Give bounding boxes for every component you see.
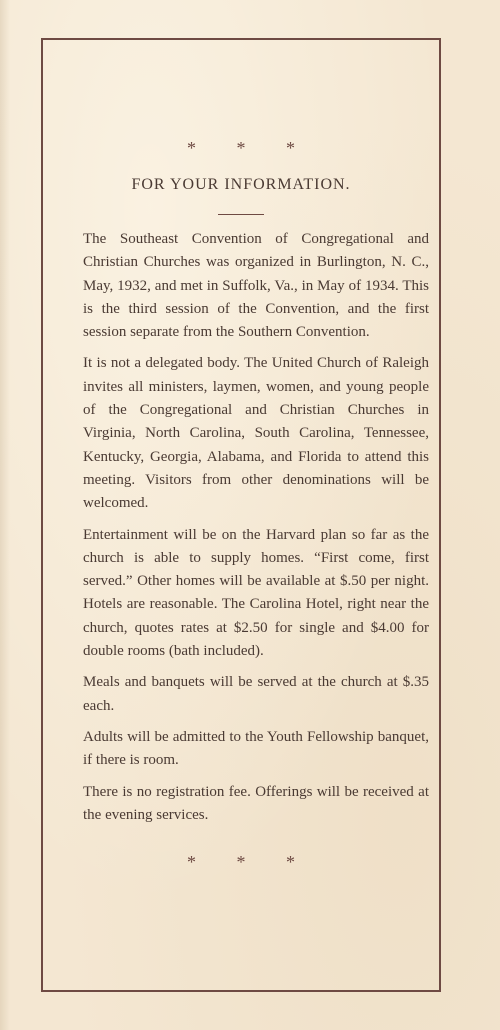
document-border-frame: [41, 38, 441, 992]
paragraph-meals: Meals and banquets will be served at the church at $.35 each.: [83, 674, 429, 714]
stars-ornament-bottom: * * *: [187, 852, 313, 872]
paragraph-registration: There is no registration fee. Offerings will be received at the evening services.: [83, 783, 429, 823]
paragraph-youth-banquet: Adults will be admitted to the Youth Fellowship banquet, if there is room.: [83, 728, 429, 769]
paragraph-history: The Southeast Convention of Congregational and Christian Churches was organized in Burlington, N. C., May, 1932, and met in Suffolk, Va., in May of 1934. This is the third session of the Convention, and the first session separate from the Southern Convention.: [83, 231, 429, 341]
document-title: FOR YOUR INFORMATION.: [131, 176, 351, 193]
stars-ornament-top: * * *: [187, 138, 313, 158]
paper-crease: [0, 0, 10, 1030]
document-body: [83, 228, 429, 835]
title-divider: [218, 214, 264, 215]
paragraph-invitation: It is not a delegated body. The United Church of Raleigh invites all ministers, laymen, women, and young people of the Congregational and Christian Churches in Virginia, North Carolina, South Carolina, Tennessee, Kentucky, Georgia, Alabama, and Florida to attend this meeting. Visitors from other denominations will be welcomed.: [83, 355, 429, 512]
paragraph-entertainment: Entertainment will be on the Harvard plan so far as the church is able to supply homes. “First come, first served.” Other homes will be available at $.50 per night. Hotels are reasonable. The Carolina Hotel, right near the church, quotes rates at $2.50 for single and $4.00 for double rooms (bath included).: [83, 526, 429, 660]
